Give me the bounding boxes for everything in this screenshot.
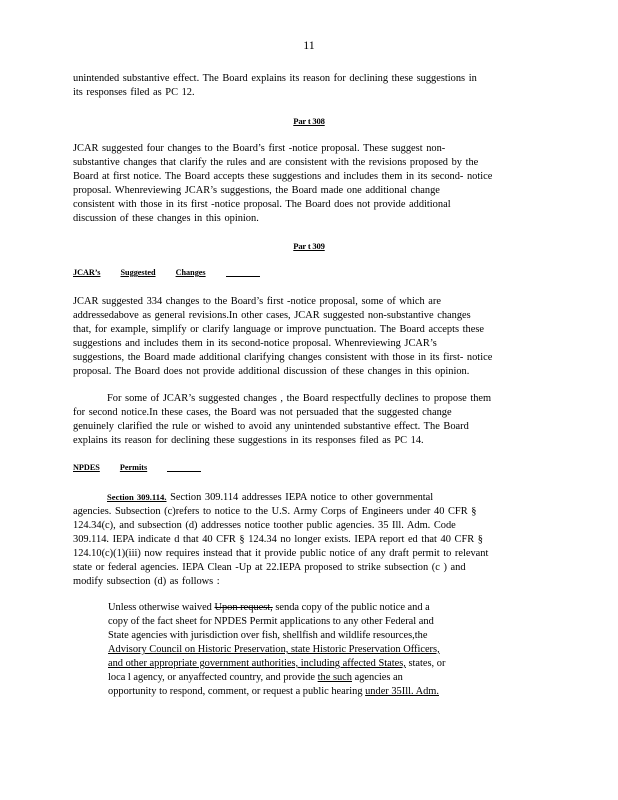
subheading-word: Changes bbox=[175, 268, 206, 277]
text-line: 124.34(c), and subsection (d) addresses notice toother public agencies. 35 Ill. Adm. Code bbox=[73, 520, 456, 531]
underline-rule bbox=[167, 470, 201, 472]
text-line: explains its reason for declining these suggestions in its responses filed as PC 14. bbox=[73, 435, 424, 446]
text-line: 309.114. IEPA indicate d that 40 CFR § 124.34 no longer exists. IEPA report ed that 40 CFR § bbox=[73, 534, 483, 545]
subheading-jcar-changes bbox=[73, 268, 278, 277]
page-number: 11 bbox=[303, 38, 315, 52]
text-line: agencies. Subsection (c)refers to notice to the U.S. Army Corps of Engineers under 40 CFR § bbox=[73, 506, 477, 517]
text-line: consistent with those in its first -notice proposal. The Board does not provide additional bbox=[73, 199, 451, 210]
text-run: loca l agency, or anyaffected country, and provide bbox=[108, 672, 318, 683]
subheading-npdes-permits bbox=[73, 463, 219, 472]
subheading-word: JCAR’s bbox=[73, 268, 101, 277]
text-line: 124.10(c)(1)(iii) now requires instead that it provide public notice of any draft permit to relevant bbox=[73, 548, 489, 559]
proposed-amendment-quote bbox=[108, 601, 500, 699]
text-line: proposal. The Board does not provide additional discussion of these changes in this opinion. bbox=[73, 366, 470, 377]
text-run: Section 309.114 addresses IEPA notice to other governmental bbox=[170, 492, 434, 503]
quote-line bbox=[108, 601, 500, 615]
paragraph-part-308 bbox=[73, 142, 533, 226]
text-line: suggestions, the Board made additional clarifying changes consistent with those in its first- notice bbox=[73, 352, 493, 363]
text-line: proposal. Whenreviewing JCAR’s suggestions, the Board made one additional change bbox=[73, 185, 440, 196]
text-line: state or federal agencies. IEPA Clean -Up at 22.IEPA proposed to strike subsection (c ) and bbox=[73, 562, 466, 573]
text-line: suggestions and includes them in its second-notice proposal. Whenreviewing JCAR’s bbox=[73, 338, 437, 349]
quote-line: State agencies with jurisdiction over fish, shellfish and wildlife resources,the bbox=[108, 630, 428, 641]
paragraph-declined-suggestions bbox=[73, 392, 533, 448]
text-line: for second notice.In these cases, the Board was not persuaded that the suggested change bbox=[73, 407, 452, 418]
inserted-text: the such bbox=[317, 672, 352, 683]
text-line: that, for example, simplify or clarify language or improve punctuation. The Board accepts these bbox=[73, 324, 484, 335]
inserted-text: Advisory Council on Historic Preservation, state Historic Preservation Officers, bbox=[108, 644, 440, 655]
subheading-word: NPDES bbox=[73, 463, 100, 472]
text-line: its responses filed as PC 12. bbox=[73, 87, 195, 98]
text-line: For some of JCAR’s suggested changes , the Board respectfully declines to propose them bbox=[107, 393, 492, 404]
underline-rule bbox=[226, 275, 260, 277]
subheading-word: Permits bbox=[119, 463, 148, 472]
quote-line bbox=[108, 657, 500, 671]
text-line: genuinely clarified the rule or wished to avoid any unintended substantive effect. The Board bbox=[73, 421, 469, 432]
text-line: unintended substantive effect. The Board explains its reason for declining these suggestions in bbox=[73, 73, 477, 84]
inserted-text: under 35Ill. Adm. bbox=[365, 686, 439, 697]
heading-part-308: Par t 308 bbox=[293, 116, 325, 126]
heading-part-309: Par t 309 bbox=[293, 241, 325, 251]
paragraph-section-309-114 bbox=[73, 490, 533, 589]
quote-line bbox=[108, 671, 500, 685]
text-run: agencies an bbox=[352, 672, 403, 683]
subheading-word: Suggested bbox=[120, 268, 156, 277]
paragraph-part-309 bbox=[73, 295, 533, 379]
text-run: Unless otherwise waived bbox=[108, 602, 215, 613]
text-line: JCAR suggested four changes to the Board’s first -notice proposal. These suggest non- bbox=[73, 143, 446, 154]
text-run: opportunity to respond, comment, or request a public hearing bbox=[108, 686, 366, 697]
text-line: modify subsection (d) as follows : bbox=[73, 576, 220, 587]
text-line: substantive changes that clarify the rules and are consistent with the revisions proposed by the bbox=[73, 157, 479, 168]
text-line: Board at first notice. The Board accepts these suggestions and includes them in its second- notice bbox=[73, 171, 493, 182]
paragraph-intro bbox=[73, 72, 533, 100]
quote-line: copy of the fact sheet for NPDES Permit applications to any other Federal and bbox=[108, 616, 434, 627]
text-run: states, or bbox=[405, 658, 446, 669]
text-line: JCAR suggested 334 changes to the Board’s first -notice proposal, some of which are bbox=[73, 296, 441, 307]
deleted-text: Upon request, bbox=[214, 602, 273, 613]
section-label: Section 309.114. bbox=[107, 492, 167, 502]
text-line bbox=[73, 490, 533, 505]
text-line: discussion of these changes in this opinion. bbox=[73, 213, 259, 224]
quote-line bbox=[108, 685, 500, 699]
text-line: addressedabove as general revisions.In other cases, JCAR suggested non-substantive changes bbox=[73, 310, 471, 321]
text-run: senda copy of the public notice and a bbox=[272, 602, 430, 613]
inserted-text: and other appropriate government authorities, including affected States, bbox=[108, 658, 406, 669]
